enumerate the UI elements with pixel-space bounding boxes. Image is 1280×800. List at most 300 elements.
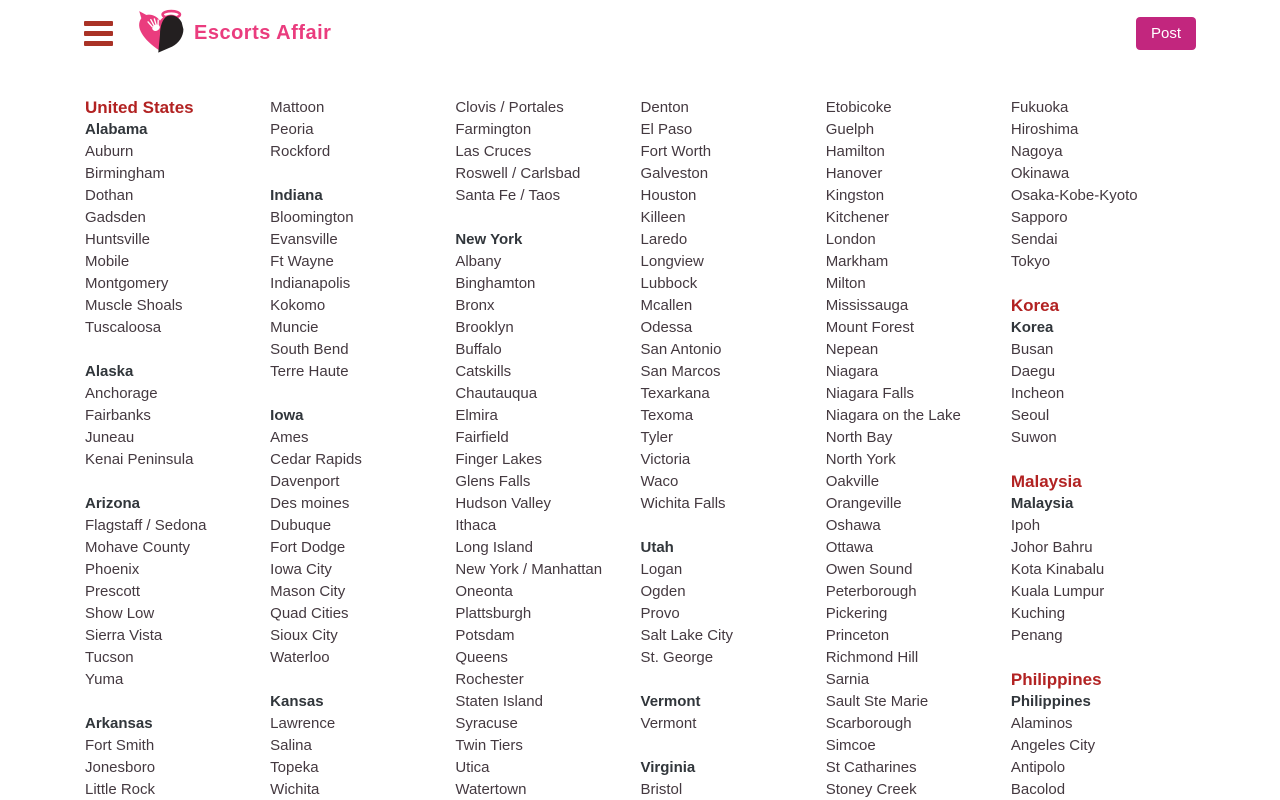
directory-column xyxy=(85,97,270,800)
directory-row xyxy=(826,603,1011,625)
city-link[interactable]: Salina xyxy=(270,737,312,754)
city-link[interactable]: Dothan xyxy=(85,187,134,204)
city-link[interactable]: Mohave County xyxy=(85,539,191,556)
city-link[interactable]: Kuching xyxy=(1010,605,1066,622)
directory-row xyxy=(85,97,270,119)
directory-row xyxy=(85,603,270,625)
directory-row xyxy=(641,603,826,625)
city-link[interactable]: Mississauga xyxy=(825,297,909,314)
directory-row xyxy=(270,647,455,669)
city-link[interactable]: St Catharines xyxy=(825,759,917,776)
city-link[interactable]: Nagoya xyxy=(1010,143,1063,160)
city-link[interactable]: Incheon xyxy=(1010,385,1065,402)
city-link[interactable]: Bloomington xyxy=(270,209,354,226)
state-header-link[interactable]: Utah xyxy=(640,539,674,556)
city-link[interactable]: Rochester xyxy=(455,671,524,688)
directory-row xyxy=(1011,427,1196,449)
city-link[interactable]: Bronx xyxy=(455,297,495,314)
directory-row xyxy=(455,97,640,119)
state-header-link[interactable]: Korea xyxy=(1010,319,1054,336)
city-link[interactable]: Brooklyn xyxy=(455,319,514,336)
directory-row xyxy=(270,97,455,119)
city-link[interactable]: Texarkana xyxy=(640,385,710,402)
directory-row xyxy=(641,427,826,449)
directory-row xyxy=(641,537,826,559)
directory-row xyxy=(85,779,270,800)
city-link[interactable]: New York / Manhattan xyxy=(455,561,603,578)
city-link[interactable]: Sarnia xyxy=(825,671,870,688)
city-link[interactable]: Farmington xyxy=(455,121,532,138)
directory-row xyxy=(641,229,826,251)
directory-row xyxy=(270,273,455,295)
city-link[interactable]: Houston xyxy=(640,187,697,204)
city-link[interactable]: London xyxy=(825,231,876,248)
city-link[interactable]: Kuala Lumpur xyxy=(1010,583,1105,600)
city-link[interactable]: Scarborough xyxy=(825,715,912,732)
city-link[interactable]: Iowa City xyxy=(270,561,332,578)
directory-row xyxy=(1011,251,1196,273)
city-link[interactable]: Glens Falls xyxy=(455,473,531,490)
spacer-row xyxy=(455,207,640,229)
directory-row xyxy=(641,449,826,471)
city-link[interactable]: Catskills xyxy=(455,363,512,380)
directory-row xyxy=(1011,669,1196,691)
city-link[interactable]: Binghamton xyxy=(455,275,536,292)
directory-row xyxy=(826,229,1011,251)
city-link[interactable]: Des moines xyxy=(270,495,350,512)
state-header-link[interactable]: New York xyxy=(455,231,523,248)
state-header-link[interactable]: Alaska xyxy=(85,363,134,380)
city-link[interactable]: Richmond Hill xyxy=(825,649,919,666)
city-link[interactable]: Indianapolis xyxy=(270,275,351,292)
city-link[interactable]: Long Island xyxy=(455,539,533,556)
city-link[interactable]: Busan xyxy=(1010,341,1054,358)
directory-row xyxy=(1011,141,1196,163)
city-link[interactable]: Sault Ste Marie xyxy=(825,693,929,710)
directory-row xyxy=(455,405,640,427)
city-link[interactable]: Hamilton xyxy=(825,143,885,160)
city-link[interactable]: Galveston xyxy=(640,165,709,182)
state-header-link[interactable]: Alabama xyxy=(85,121,148,138)
city-link[interactable]: Niagara xyxy=(825,363,879,380)
city-link[interactable]: Huntsville xyxy=(85,231,151,248)
city-link[interactable]: Wichita xyxy=(270,781,320,798)
directory-row xyxy=(826,713,1011,735)
directory-row xyxy=(85,647,270,669)
city-link[interactable]: Oneonta xyxy=(455,583,513,600)
city-link[interactable]: Mcallen xyxy=(640,297,693,314)
directory-row xyxy=(270,295,455,317)
city-link[interactable]: Kenai Peninsula xyxy=(85,451,194,468)
directory-row xyxy=(641,647,826,669)
city-link[interactable]: Fairbanks xyxy=(85,407,151,424)
directory-row xyxy=(270,207,455,229)
city-link[interactable]: Cedar Rapids xyxy=(270,451,362,468)
city-link[interactable]: Fort Smith xyxy=(85,737,155,754)
city-link[interactable]: Montgomery xyxy=(85,275,169,292)
directory-row xyxy=(270,339,455,361)
directory-columns xyxy=(85,97,1196,800)
city-link[interactable]: Texoma xyxy=(640,407,694,424)
city-link[interactable]: Terre Haute xyxy=(270,363,349,380)
city-link[interactable]: Plattsburgh xyxy=(455,605,532,622)
city-link[interactable]: Fukuoka xyxy=(1010,99,1069,116)
directory-row xyxy=(85,229,270,251)
directory-row xyxy=(1011,537,1196,559)
directory-row xyxy=(641,251,826,273)
directory-column xyxy=(270,97,455,800)
city-link[interactable]: Tokyo xyxy=(1010,253,1051,270)
city-link[interactable]: Johor Bahru xyxy=(1010,539,1093,556)
directory-row xyxy=(455,515,640,537)
city-link[interactable]: Roswell / Carlsbad xyxy=(455,165,581,182)
city-link[interactable]: El Paso xyxy=(640,121,693,138)
city-link[interactable]: Flagstaff / Sedona xyxy=(85,517,207,534)
city-link[interactable]: Queens xyxy=(455,649,508,666)
directory-row xyxy=(1011,515,1196,537)
directory-row xyxy=(826,361,1011,383)
directory-row xyxy=(1011,559,1196,581)
city-link[interactable]: Kokomo xyxy=(270,297,326,314)
directory-row xyxy=(826,163,1011,185)
city-link[interactable]: Killeen xyxy=(640,209,686,226)
city-link[interactable]: Little Rock xyxy=(85,781,156,798)
city-link[interactable]: Niagara on the Lake xyxy=(825,407,961,424)
directory-row xyxy=(270,581,455,603)
city-link[interactable]: North Bay xyxy=(825,429,893,446)
city-link[interactable]: Potsdam xyxy=(455,627,515,644)
city-link[interactable]: Davenport xyxy=(270,473,340,490)
city-link[interactable]: Show Low xyxy=(85,605,155,622)
city-link[interactable]: St. George xyxy=(640,649,714,666)
directory-row xyxy=(1011,471,1196,493)
city-link[interactable]: Ogden xyxy=(640,583,686,600)
city-link[interactable]: Vermont xyxy=(640,715,697,732)
directory-row xyxy=(85,119,270,141)
city-link[interactable]: Sendai xyxy=(1010,231,1058,248)
city-link[interactable]: Muncie xyxy=(270,319,319,336)
post-button[interactable]: Post xyxy=(1136,17,1196,50)
city-link[interactable]: Fairfield xyxy=(455,429,509,446)
directory-row xyxy=(270,603,455,625)
city-link[interactable]: Ames xyxy=(270,429,309,446)
city-link[interactable]: Waterloo xyxy=(270,649,330,666)
city-link[interactable]: Owen Sound xyxy=(825,561,913,578)
city-link[interactable]: Kota Kinabalu xyxy=(1010,561,1105,578)
directory-row xyxy=(270,625,455,647)
hamburger-menu-button[interactable] xyxy=(84,21,113,46)
directory-row xyxy=(641,471,826,493)
directory-row xyxy=(270,559,455,581)
directory-row xyxy=(455,779,640,800)
city-link[interactable]: Peoria xyxy=(270,121,314,138)
directory-row xyxy=(826,185,1011,207)
city-link[interactable]: Etobicoke xyxy=(825,99,892,116)
city-link[interactable]: Hiroshima xyxy=(1010,121,1079,138)
city-link[interactable]: Laredo xyxy=(640,231,688,248)
city-link[interactable]: Auburn xyxy=(85,143,134,160)
city-link[interactable]: Longview xyxy=(640,253,704,270)
city-link[interactable]: Sierra Vista xyxy=(85,627,163,644)
directory-row xyxy=(826,581,1011,603)
directory-row xyxy=(1011,361,1196,383)
directory-row xyxy=(455,493,640,515)
city-link[interactable]: Dubuque xyxy=(270,517,332,534)
city-link[interactable]: Twin Tiers xyxy=(455,737,523,754)
directory-row xyxy=(455,317,640,339)
directory-row xyxy=(641,757,826,779)
city-link[interactable]: Muscle Shoals xyxy=(85,297,183,314)
city-link[interactable]: Albany xyxy=(455,253,502,270)
site-logo[interactable] xyxy=(134,8,331,59)
directory-row xyxy=(455,713,640,735)
directory-row xyxy=(1011,757,1196,779)
directory-row xyxy=(455,581,640,603)
city-link[interactable]: Syracuse xyxy=(455,715,518,732)
city-link[interactable]: Simcoe xyxy=(825,737,876,754)
city-link[interactable]: Lawrence xyxy=(270,715,336,732)
country-header-link[interactable]: Malaysia xyxy=(1010,472,1082,491)
directory-row xyxy=(641,97,826,119)
directory-row xyxy=(85,141,270,163)
city-link[interactable]: Ottawa xyxy=(825,539,874,556)
directory-row xyxy=(826,295,1011,317)
directory-row xyxy=(826,471,1011,493)
state-header-link[interactable]: Arkansas xyxy=(85,715,153,732)
directory-row xyxy=(826,691,1011,713)
directory-row xyxy=(455,251,640,273)
city-link[interactable]: Salt Lake City xyxy=(640,627,734,644)
city-link[interactable]: Hudson Valley xyxy=(455,495,551,512)
directory-row xyxy=(826,449,1011,471)
city-link[interactable]: Oakville xyxy=(825,473,880,490)
directory-row xyxy=(270,471,455,493)
city-link[interactable]: Mount Forest xyxy=(825,319,915,336)
city-link[interactable]: Tucson xyxy=(85,649,134,666)
city-link[interactable]: South Bend xyxy=(270,341,349,358)
state-header-link[interactable]: Philippines xyxy=(1010,693,1091,710)
city-link[interactable]: Ipoh xyxy=(1010,517,1041,534)
city-link[interactable]: Clovis / Portales xyxy=(455,99,564,116)
city-link[interactable]: Antipolo xyxy=(1010,759,1066,776)
city-link[interactable]: Sapporo xyxy=(1010,209,1068,226)
city-link[interactable]: Princeton xyxy=(825,627,890,644)
city-link[interactable]: Jonesboro xyxy=(85,759,156,776)
city-link[interactable]: Wichita Falls xyxy=(640,495,726,512)
city-link[interactable]: Santa Fe / Taos xyxy=(455,187,561,204)
directory-row xyxy=(641,713,826,735)
directory-row xyxy=(641,691,826,713)
city-link[interactable]: Tyler xyxy=(640,429,674,446)
directory-row xyxy=(85,273,270,295)
directory-row xyxy=(1011,185,1196,207)
directory-row xyxy=(826,493,1011,515)
city-link[interactable]: Mattoon xyxy=(270,99,325,116)
state-header-link[interactable]: Virginia xyxy=(640,759,696,776)
spacer-row xyxy=(85,471,270,493)
state-header-link[interactable]: Indiana xyxy=(270,187,323,204)
city-link[interactable]: Orangeville xyxy=(825,495,902,512)
directory-row xyxy=(455,537,640,559)
city-link[interactable]: Quad Cities xyxy=(270,605,349,622)
city-link[interactable]: San Antonio xyxy=(640,341,722,358)
directory-row xyxy=(270,713,455,735)
logo-text: Escorts Affair xyxy=(194,21,332,44)
city-link[interactable]: Suwon xyxy=(1010,429,1057,446)
city-link[interactable]: Fort Dodge xyxy=(270,539,346,556)
directory-row xyxy=(826,383,1011,405)
state-header-link[interactable]: Vermont xyxy=(640,693,701,710)
directory-row xyxy=(641,163,826,185)
directory-row xyxy=(1011,405,1196,427)
country-header-link[interactable]: Philippines xyxy=(1010,670,1102,689)
directory-row xyxy=(270,735,455,757)
directory-row xyxy=(1011,713,1196,735)
city-link[interactable]: Mobile xyxy=(85,253,130,270)
directory-row xyxy=(1011,317,1196,339)
country-header-link[interactable]: United States xyxy=(85,98,194,117)
state-header-link[interactable]: Malaysia xyxy=(1010,495,1074,512)
city-link[interactable]: Milton xyxy=(825,275,866,292)
directory-row xyxy=(455,647,640,669)
directory-row xyxy=(826,119,1011,141)
directory-row xyxy=(1011,493,1196,515)
city-link[interactable]: Odessa xyxy=(640,319,693,336)
city-link[interactable]: Hanover xyxy=(825,165,883,182)
directory-row xyxy=(270,251,455,273)
city-link[interactable]: Ft Wayne xyxy=(270,253,334,270)
city-link[interactable]: Kingston xyxy=(825,187,885,204)
directory-row xyxy=(85,669,270,691)
city-link[interactable]: San Marcos xyxy=(640,363,721,380)
city-link[interactable]: Prescott xyxy=(85,583,141,600)
directory-row xyxy=(85,625,270,647)
city-link[interactable]: Staten Island xyxy=(455,693,543,710)
directory-row xyxy=(826,427,1011,449)
spacer-row xyxy=(641,669,826,691)
directory-row xyxy=(641,119,826,141)
city-link[interactable]: Tuscaloosa xyxy=(85,319,162,336)
directory-row xyxy=(826,97,1011,119)
city-link[interactable]: Sioux City xyxy=(270,627,338,644)
city-link[interactable]: Oshawa xyxy=(825,517,881,534)
state-header-link[interactable]: Kansas xyxy=(270,693,324,710)
directory-row xyxy=(85,163,270,185)
city-link[interactable]: Nepean xyxy=(825,341,879,358)
directory-row xyxy=(270,515,455,537)
directory-row xyxy=(641,207,826,229)
directory-row xyxy=(641,361,826,383)
directory-row xyxy=(826,141,1011,163)
city-link[interactable]: Bristol xyxy=(640,781,683,798)
city-link[interactable]: Denton xyxy=(640,99,689,116)
directory-row xyxy=(455,625,640,647)
directory-row xyxy=(455,691,640,713)
city-link[interactable]: Buffalo xyxy=(455,341,502,358)
directory-row xyxy=(85,427,270,449)
city-link[interactable]: Markham xyxy=(825,253,889,270)
city-link[interactable]: Watertown xyxy=(455,781,527,798)
directory-row xyxy=(641,383,826,405)
directory-row xyxy=(455,141,640,163)
city-link[interactable]: Las Cruces xyxy=(455,143,532,160)
country-header-link[interactable]: Korea xyxy=(1010,296,1060,315)
city-link[interactable]: Gadsden xyxy=(85,209,146,226)
directory-row xyxy=(455,735,640,757)
directory-row xyxy=(826,625,1011,647)
directory-row xyxy=(455,339,640,361)
city-link[interactable]: Waco xyxy=(640,473,679,490)
city-link[interactable]: Guelph xyxy=(825,121,875,138)
city-link[interactable]: Osaka-Kobe-Kyoto xyxy=(1010,187,1138,204)
city-link[interactable]: Logan xyxy=(640,561,683,578)
city-link[interactable]: Birmingham xyxy=(85,165,166,182)
city-link[interactable]: Bacolod xyxy=(1010,781,1066,798)
city-link[interactable]: Juneau xyxy=(85,429,135,446)
city-link[interactable]: Rockford xyxy=(270,143,331,160)
city-link[interactable]: Stoney Creek xyxy=(825,781,917,798)
city-link[interactable]: Angeles City xyxy=(1010,737,1096,754)
directory-row xyxy=(455,559,640,581)
directory-row xyxy=(455,757,640,779)
spacer-row xyxy=(85,339,270,361)
directory-row xyxy=(455,163,640,185)
city-link[interactable]: Utica xyxy=(455,759,490,776)
city-link[interactable]: Pickering xyxy=(825,605,888,622)
directory-row xyxy=(85,537,270,559)
city-link[interactable]: Elmira xyxy=(455,407,498,424)
city-link[interactable]: Yuma xyxy=(85,671,124,688)
directory-row xyxy=(455,427,640,449)
state-header-link[interactable]: Iowa xyxy=(270,407,304,424)
city-link[interactable]: Daegu xyxy=(1010,363,1056,380)
directory-row xyxy=(826,537,1011,559)
city-link[interactable]: Mason City xyxy=(270,583,346,600)
directory-row xyxy=(1011,581,1196,603)
city-link[interactable]: Fort Worth xyxy=(640,143,712,160)
city-link[interactable]: Provo xyxy=(640,605,680,622)
directory-row xyxy=(270,405,455,427)
directory-row xyxy=(826,207,1011,229)
state-header-link[interactable]: Arizona xyxy=(85,495,141,512)
city-link[interactable]: Topeka xyxy=(270,759,319,776)
city-link[interactable]: Finger Lakes xyxy=(455,451,543,468)
city-link[interactable]: Peterborough xyxy=(825,583,917,600)
city-link[interactable]: Seoul xyxy=(1010,407,1050,424)
directory-row xyxy=(826,251,1011,273)
directory-column xyxy=(641,97,826,800)
city-link[interactable]: Anchorage xyxy=(85,385,158,402)
directory-row xyxy=(270,185,455,207)
city-link[interactable]: Evansville xyxy=(270,231,338,248)
directory-row xyxy=(455,119,640,141)
directory-row xyxy=(455,471,640,493)
directory-row xyxy=(826,779,1011,800)
city-link[interactable]: Ithaca xyxy=(455,517,497,534)
city-link[interactable]: Alaminos xyxy=(1010,715,1073,732)
city-link[interactable]: Victoria xyxy=(640,451,691,468)
city-link[interactable]: Penang xyxy=(1010,627,1063,644)
city-link[interactable]: Lubbock xyxy=(640,275,698,292)
directory-row xyxy=(455,229,640,251)
city-link[interactable]: Chautauqua xyxy=(455,385,538,402)
city-link[interactable]: Phoenix xyxy=(85,561,140,578)
city-link[interactable]: Kitchener xyxy=(825,209,890,226)
directory-row xyxy=(826,669,1011,691)
city-link[interactable]: North York xyxy=(825,451,896,468)
city-link[interactable]: Niagara Falls xyxy=(825,385,915,402)
city-link[interactable]: Okinawa xyxy=(1010,165,1070,182)
